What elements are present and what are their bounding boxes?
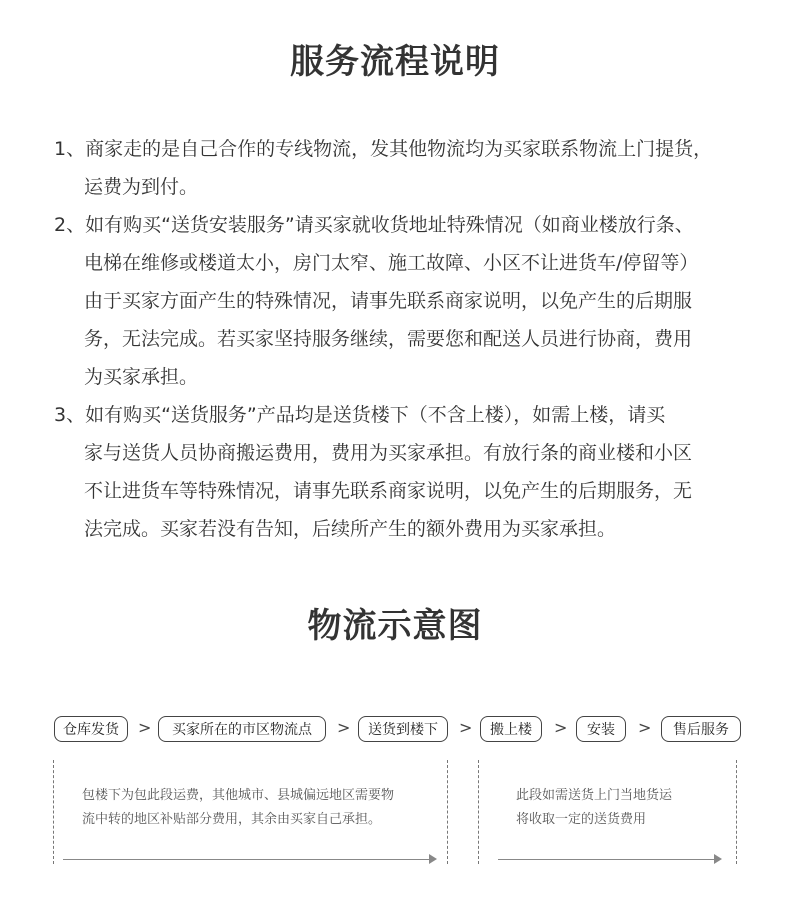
text-line: 2、如有购买“送货安装服务”请买家就收货地址特殊情况（如商业楼放行条、 [54, 214, 694, 236]
text-line: 不让进货车等特殊情况，请事先联系商家说明，以免产生的后期服务，无 [84, 480, 693, 502]
flow-step-carry-upstairs: 搬上楼 [480, 716, 542, 742]
note-line: 将收取一定的送货费用 [516, 812, 647, 827]
flow-step-city-logistics-point: 买家所在的市区物流点 [158, 716, 326, 742]
dashed-divider [478, 760, 479, 864]
flow-step-deliver-downstairs: 送货到楼下 [358, 716, 448, 742]
note-line: 包楼下为包此段运费，其他城市、县城偏远地区需要物 [82, 788, 395, 803]
range-arrow-left-line [63, 859, 431, 860]
logistics-flow [0, 716, 790, 746]
dashed-divider [53, 760, 54, 864]
text-line: 务，无法完成。若买家坚持服务继续，需要您和配送人员进行协商，费用 [84, 328, 693, 350]
text-line: 由于买家方面产生的特殊情况，请事先联系商家说明，以免产生的后期服 [84, 290, 693, 312]
paragraph-item-1 [54, 130, 754, 206]
text-line: 1、商家走的是自己合作的专线物流，发其他物流均为买家联系物流上门提货， [54, 138, 713, 160]
text-line: 法完成。买家若没有告知，后续所产生的额外费用为买家承担。 [84, 518, 617, 540]
flow-arrow-separator: > [554, 718, 568, 737]
arrow-right-icon [429, 854, 437, 864]
section-title-logistics-diagram: 物流示意图 [307, 606, 483, 646]
flow-arrow-separator: > [337, 718, 351, 737]
text-line: 为买家承担。 [84, 366, 199, 388]
flow-step-warehouse-ship: 仓库发货 [54, 716, 128, 742]
text-line: 3、如有购买“送货服务”产品均是送货楼下（不含上楼），如需上楼，请买 [54, 404, 666, 426]
text-line: 电梯在维修或楼道太小，房门太窄、施工故障、小区不让进货车/停留等） [84, 252, 699, 274]
text-line: 运费为到付。 [84, 176, 199, 198]
arrow-right-icon [714, 854, 722, 864]
note-line: 此段如需送货上门当地货运 [516, 788, 673, 803]
flow-arrow-separator: > [138, 718, 152, 737]
dashed-divider [447, 760, 448, 864]
text-line: 家与送货人员协商搬运费用，费用为买家承担。有放行条的商业楼和小区 [84, 442, 693, 464]
note-right [516, 784, 726, 832]
flow-step-after-sales: 售后服务 [661, 716, 741, 742]
note-line: 流中转的地区补贴部分费用，其余由买家自己承担。 [82, 812, 382, 827]
dashed-divider [736, 760, 737, 864]
range-arrow-right-line [498, 859, 716, 860]
paragraph-item-2 [54, 206, 754, 396]
paragraph-item-3 [54, 396, 754, 548]
section-title-service-process: 服务流程说明 [290, 42, 500, 82]
flow-step-install: 安装 [576, 716, 626, 742]
note-left [82, 784, 432, 832]
flow-arrow-separator: > [459, 718, 473, 737]
flow-arrow-separator: > [638, 718, 652, 737]
